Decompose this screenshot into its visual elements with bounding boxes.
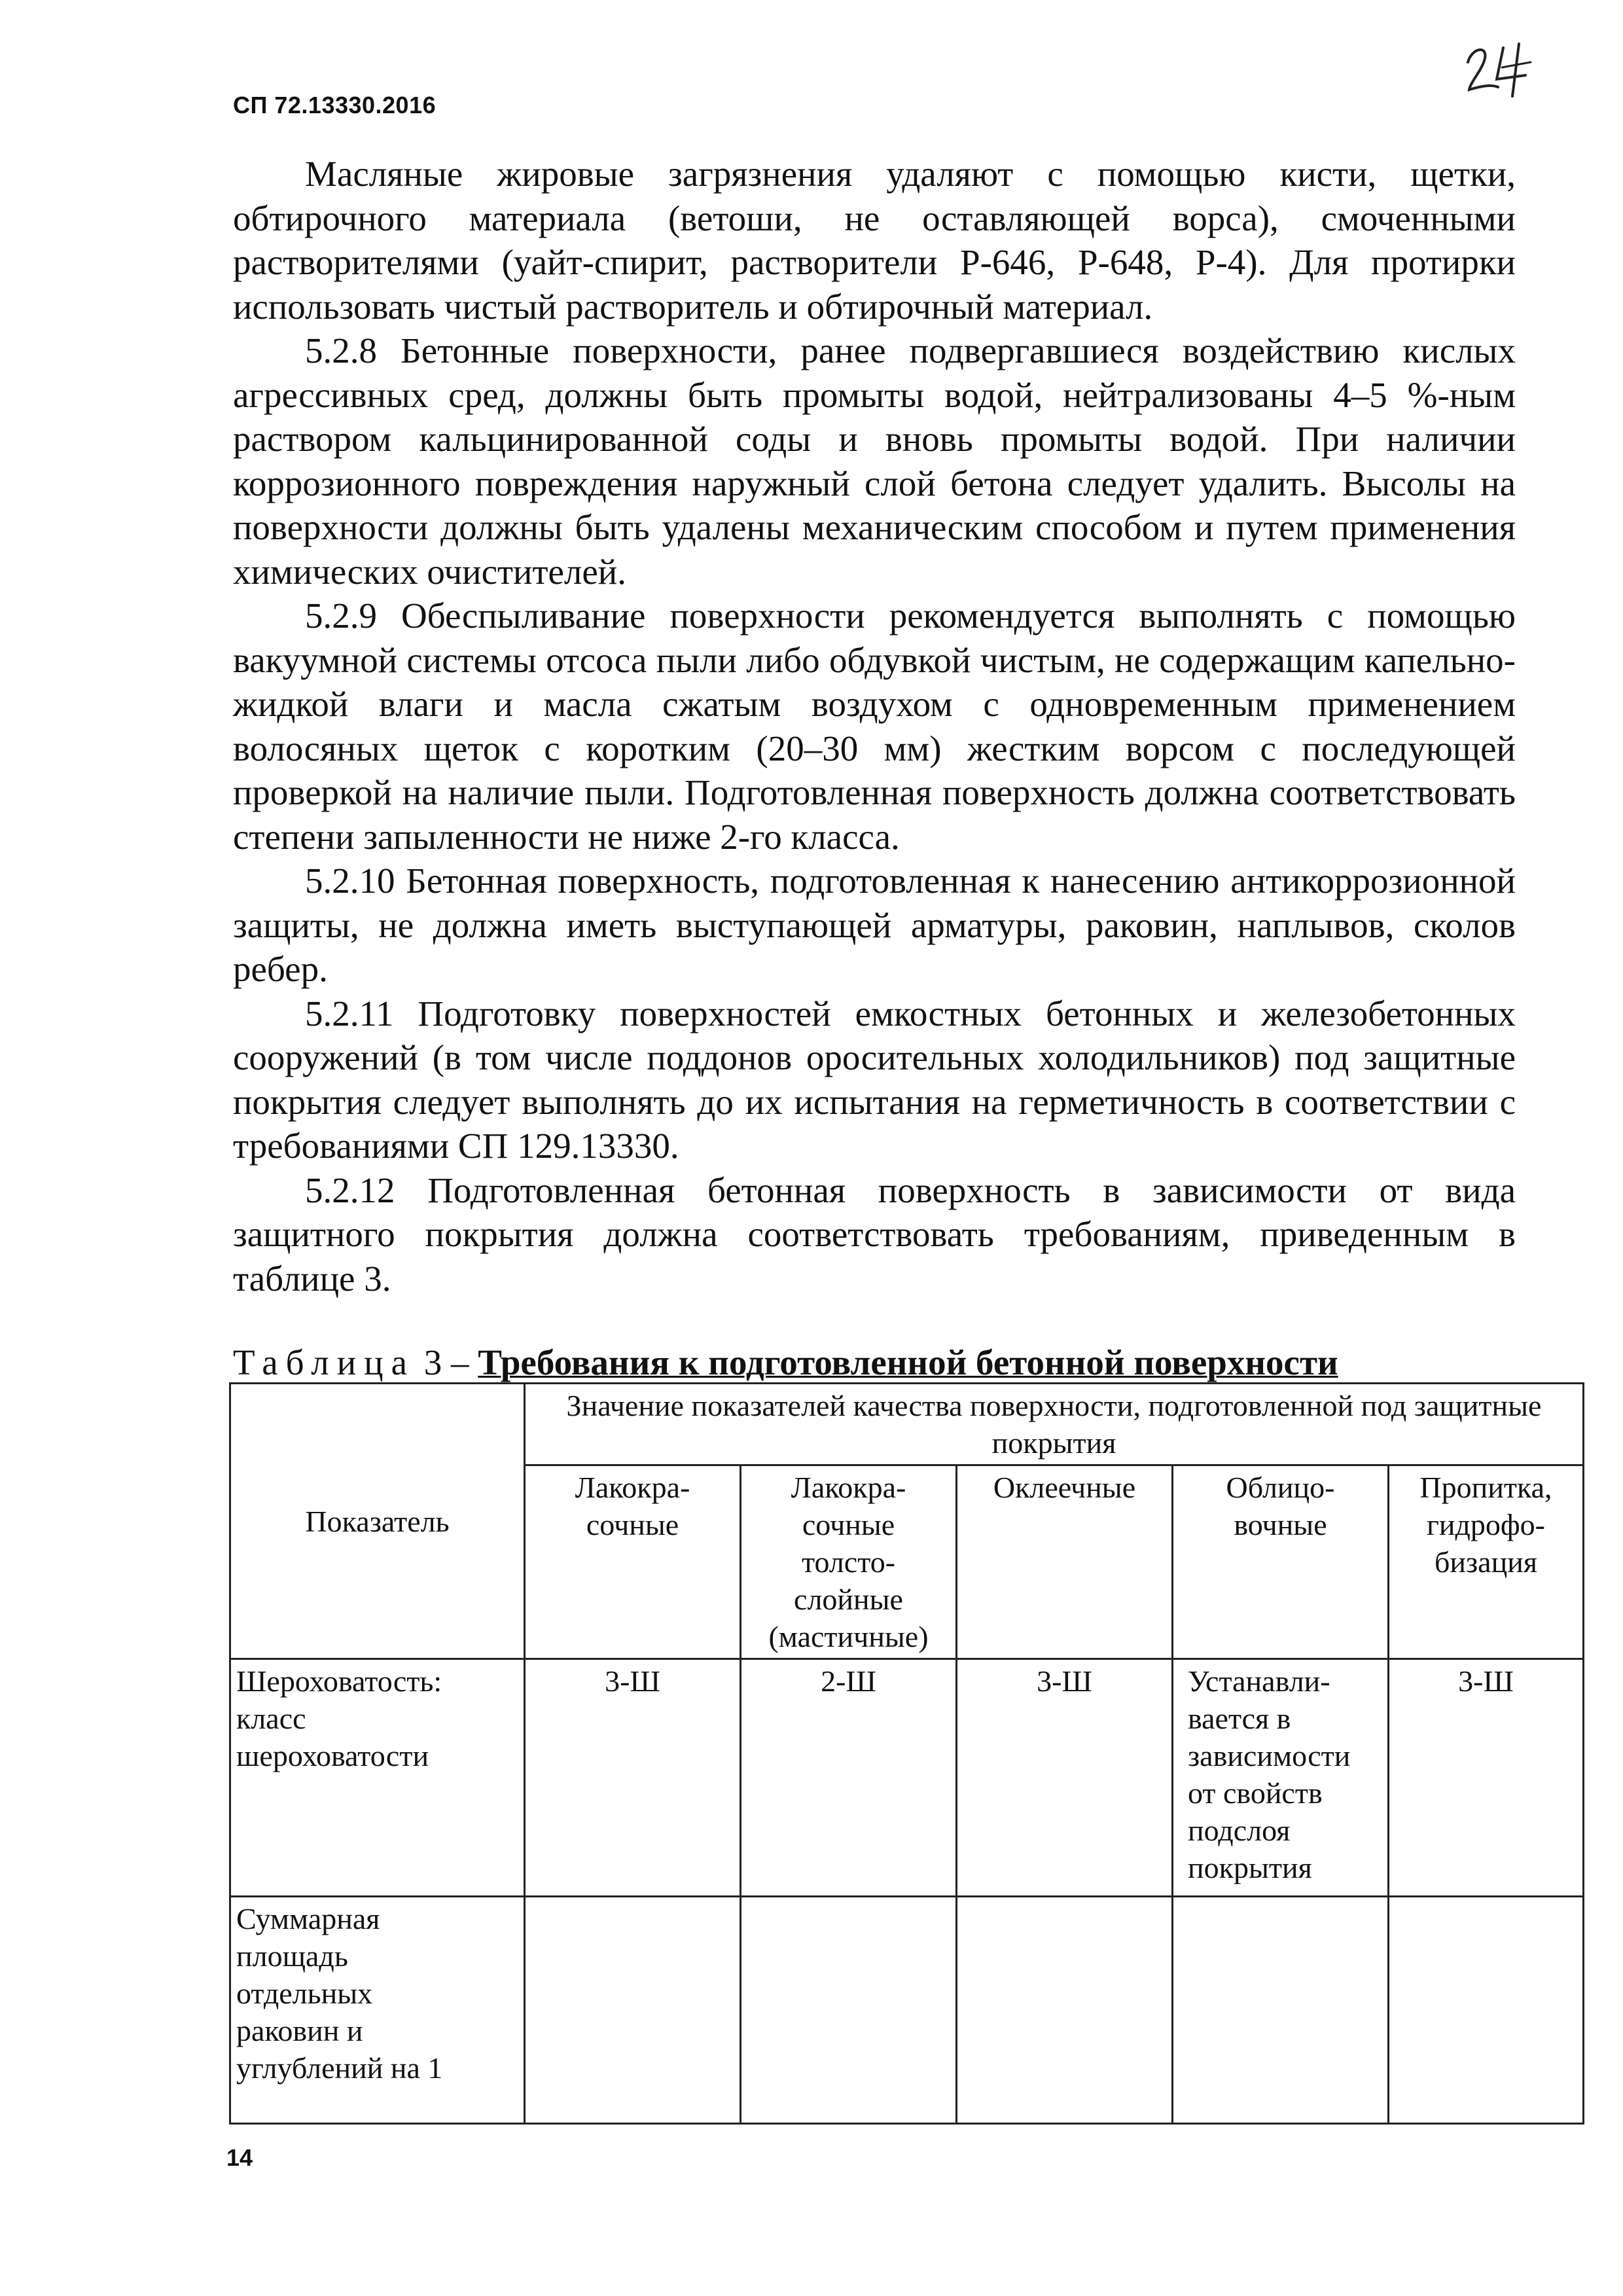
indicator-header: Показатель xyxy=(230,1384,525,1659)
table-cell: Устанавли- вается в зависимости от свойств подслоя покрытия xyxy=(1173,1659,1389,1897)
table-cell xyxy=(525,1897,741,2124)
document-code: СП 72.13330.2016 xyxy=(233,92,437,118)
table-caption-title: Требования к подготовленной бетонной поверхности xyxy=(478,1342,1338,1382)
table-cell: 2-Ш xyxy=(741,1659,957,1897)
page-number: 14 xyxy=(226,2144,253,2171)
table-cell xyxy=(1173,1897,1389,2124)
table-row xyxy=(230,1659,1584,1897)
column-header: Лакокра- сочные xyxy=(525,1465,741,1659)
table-header-row xyxy=(230,1384,1584,1465)
indicator-cell: Шероховатость: класс шероховатости xyxy=(230,1659,525,1897)
column-header: Пропитка, гидрофо- бизация xyxy=(1389,1465,1584,1659)
paragraph-5-2-10: 5.2.10 Бетонная поверхность, подготовленная к нанесению антикоррозионной защиты, не должна иметь выступающей арматуры, раковин, наплывов, сколов ребер. xyxy=(233,861,1516,989)
table-caption-number: 3 xyxy=(423,1342,442,1382)
table-cell xyxy=(741,1897,957,2124)
column-header: Облицо- вочные xyxy=(1173,1465,1389,1659)
table-cell: 3-Ш xyxy=(957,1659,1173,1897)
table-caption-dash: – xyxy=(450,1342,469,1382)
paragraph-5-2-9: 5.2.9 Обеспыливание поверхности рекомендуется выполнять с помощью вакуумной системы отсоса пыли либо обдувкой чистым, не содержащим капельно-жидкой влаги и масла сжатым воздухом с одновременным применением волосяных щеток с коротким (20–30 мм) жестким ворсом с последующей проверкой на наличие пыли. Подготовленная поверхность должна соответствовать степени запыленности не ниже 2-го класса. xyxy=(233,596,1516,857)
column-header: Оклеечные xyxy=(957,1465,1173,1659)
table-cell: 3-Ш xyxy=(525,1659,741,1897)
paragraph-oil-contamination: Масляные жировые загрязнения удаляют с помощью кисти, щетки, обтирочного материала (ветоши, не оставляющей ворса), смоченными растворителями (уайт-спирит, растворители Р-646, Р-648, Р-4). Для протирки использовать чистый растворитель и обтирочный материал. xyxy=(233,154,1516,327)
table-caption xyxy=(233,1343,1338,1382)
table-caption-label: Таблица xyxy=(233,1342,415,1382)
handwritten-page-number xyxy=(1463,36,1535,98)
requirements-table xyxy=(229,1382,1584,2125)
table-cell xyxy=(957,1897,1173,2124)
table-cell xyxy=(1389,1897,1584,2124)
paragraph-5-2-11: 5.2.11 Подготовку поверхностей емкостных бетонных и железобетонных сооружений (в том числе поддонов оросительных холодильников) под защитные покрытия следует выполнять до их испытания на герметичность в соответствии с требованиями СП 129.13330. xyxy=(233,993,1516,1166)
paragraph-5-2-8: 5.2.8 Бетонные поверхности, ранее подвергавшиеся воздействию кислых агрессивных сред, должны быть промыты водой, нейтрализованы 4–5 %-ным раствором кальцинированной соды и вновь промыты водой. При наличии коррозионного повреждения наружный слой бетона следует удалить. Высолы на поверхности должны быть удалены механическим способом и путем применения химических очистителей. xyxy=(233,331,1516,592)
group-header: Значение показателей качества поверхности, подготовленной под защитные покрытия xyxy=(525,1384,1584,1465)
table-row xyxy=(230,1897,1584,2124)
body-text xyxy=(233,152,1516,1300)
indicator-cell: Суммарная площадь отдельных раковин и углублений на 1 xyxy=(230,1897,525,2124)
table-cell: 3-Ш xyxy=(1389,1659,1584,1897)
paragraph-5-2-12: 5.2.12 Подготовленная бетонная поверхность в зависимости от вида защитного покрытия должна соответствовать требованиям, приведенным в таблице 3. xyxy=(233,1170,1516,1299)
column-header: Лакокра- сочные толсто- слойные (мастичные) xyxy=(741,1465,957,1659)
